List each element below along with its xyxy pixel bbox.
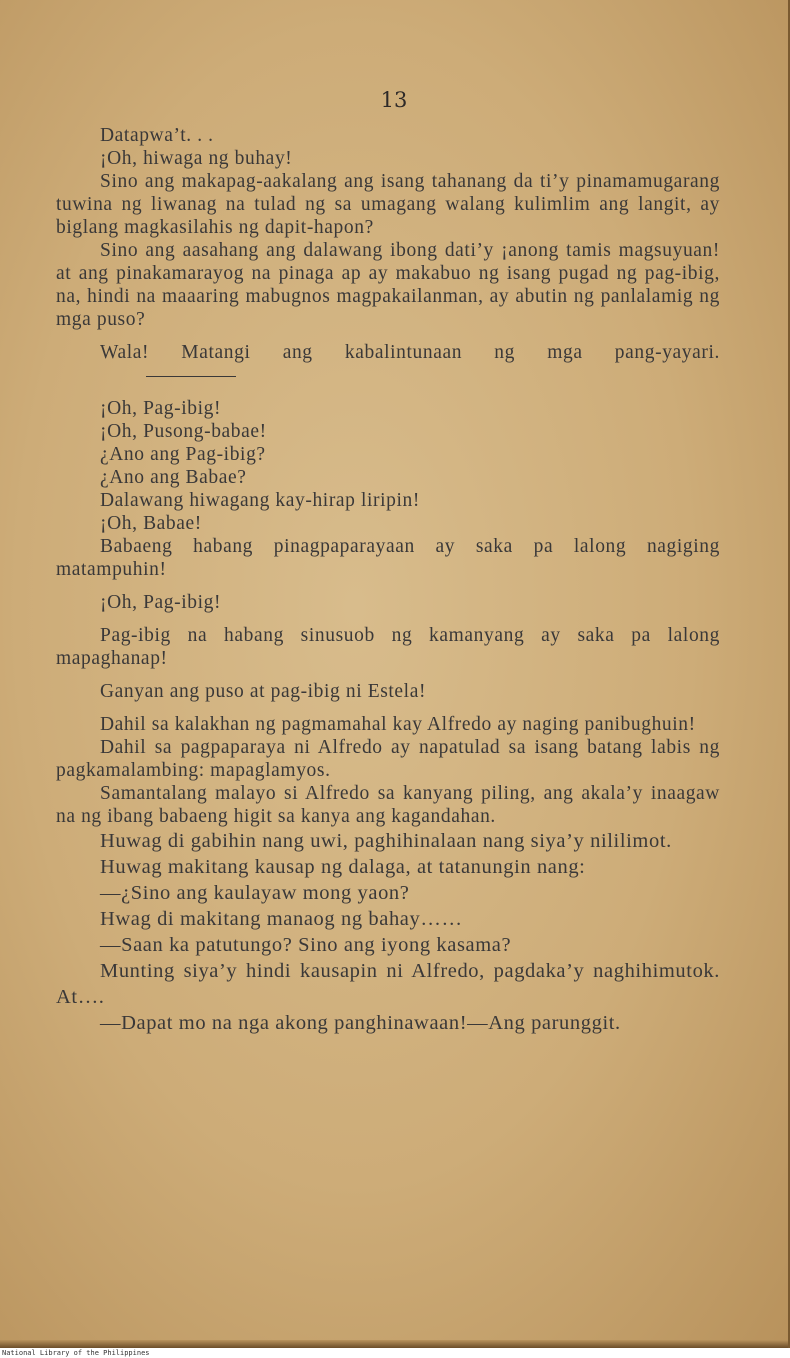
- page-number: 13: [380, 88, 408, 112]
- paragraph: Huwag di gabihin nang uwi, paghihinalaan nang siya’y nililimot.: [100, 830, 672, 852]
- paragraph: ¡Oh, hiwaga ng buhay!: [100, 148, 293, 169]
- paragraph: Datapwa’t. . .: [100, 125, 214, 146]
- library-credit: National Library of the Philippines: [2, 1349, 150, 1357]
- paragraph: —Saan ka patutungo? Sino ang iyong kasama?: [100, 934, 512, 956]
- paragraph: ¡Oh, Pag-ibig!: [100, 592, 222, 613]
- paragraph: Huwag makitang kausap ng dalaga, at tatanungin nang:: [100, 856, 586, 878]
- paragraph: Sino ang makapag-aakalang ang isang tahanang da ti’y pinamamugarang tuwina ng liwanag na tulad ng sa umagang walang kulimlim ang langit, ay biglang magkasilahis ng dapit-hapon?: [56, 171, 720, 238]
- paragraph: ¿Ano ang Babae?: [100, 467, 247, 488]
- paragraph: —¿Sino ang kaulayaw mong yaon?: [100, 882, 410, 904]
- paragraph: Wala! Matangi ang kabalintunaan ng mga pang-yayari.: [56, 341, 720, 387]
- paragraph: Samantalang malayo si Alfredo sa kanyang piling, ang akala’y inaagaw na ng ibang babaeng higit sa kanya ang kagandahan.: [56, 783, 720, 827]
- paragraph: Hwag di makitang manaog ng bahay……: [100, 908, 463, 930]
- paragraph: Dalawang hiwagang kay-hirap liripin!: [100, 490, 420, 511]
- paragraph: Babaeng habang pinagpaparayaan ay saka pa lalong nagiging matampuhin!: [56, 536, 720, 580]
- section-rule: [146, 376, 236, 377]
- paragraph: Pag-ibig na habang sinusuob ng kamanyang ay saka pa lalong mapaghanap!: [56, 625, 720, 669]
- paragraph: Dahil sa kalakhan ng pagmamahal kay Alfredo ay naging panibughuin!: [100, 714, 696, 735]
- paragraph: Munting siya’y hindi kausapin ni Alfredo, pagdaka’y naghihimutok. At….: [56, 960, 720, 1008]
- paragraph: Ganyan ang puso at pag-ibig ni Estela!: [100, 681, 427, 702]
- paragraph: ¡Oh, Babae!: [100, 513, 202, 534]
- paragraph: Sino ang aasahang ang dalawang ibong dati’y ¡anong tamis magsuyuan! at ang pinakamarayog na pinaga ap ay makabuo ng isang pugad ng pag-ibig, na, hindi na maaaring mabugnos magpakailanman, ay abutin ng panlalamig ng mga puso?: [56, 240, 720, 330]
- paragraph: ¿Ano ang Pag-ibig?: [100, 444, 266, 465]
- paragraph: —Dapat mo na nga akong panghinawaan!—Ang parunggit.: [100, 1012, 621, 1034]
- paragraph: ¡Oh, Pusong-babae!: [100, 421, 267, 442]
- paragraph: ¡Oh, Pag-ibig!: [100, 398, 222, 419]
- page-body-text: [56, 124, 720, 1036]
- paragraph: Dahil sa pagpaparaya ni Alfredo ay napatulad sa isang batang labis ng pagkamalambing: mapaglamyos.: [56, 737, 720, 781]
